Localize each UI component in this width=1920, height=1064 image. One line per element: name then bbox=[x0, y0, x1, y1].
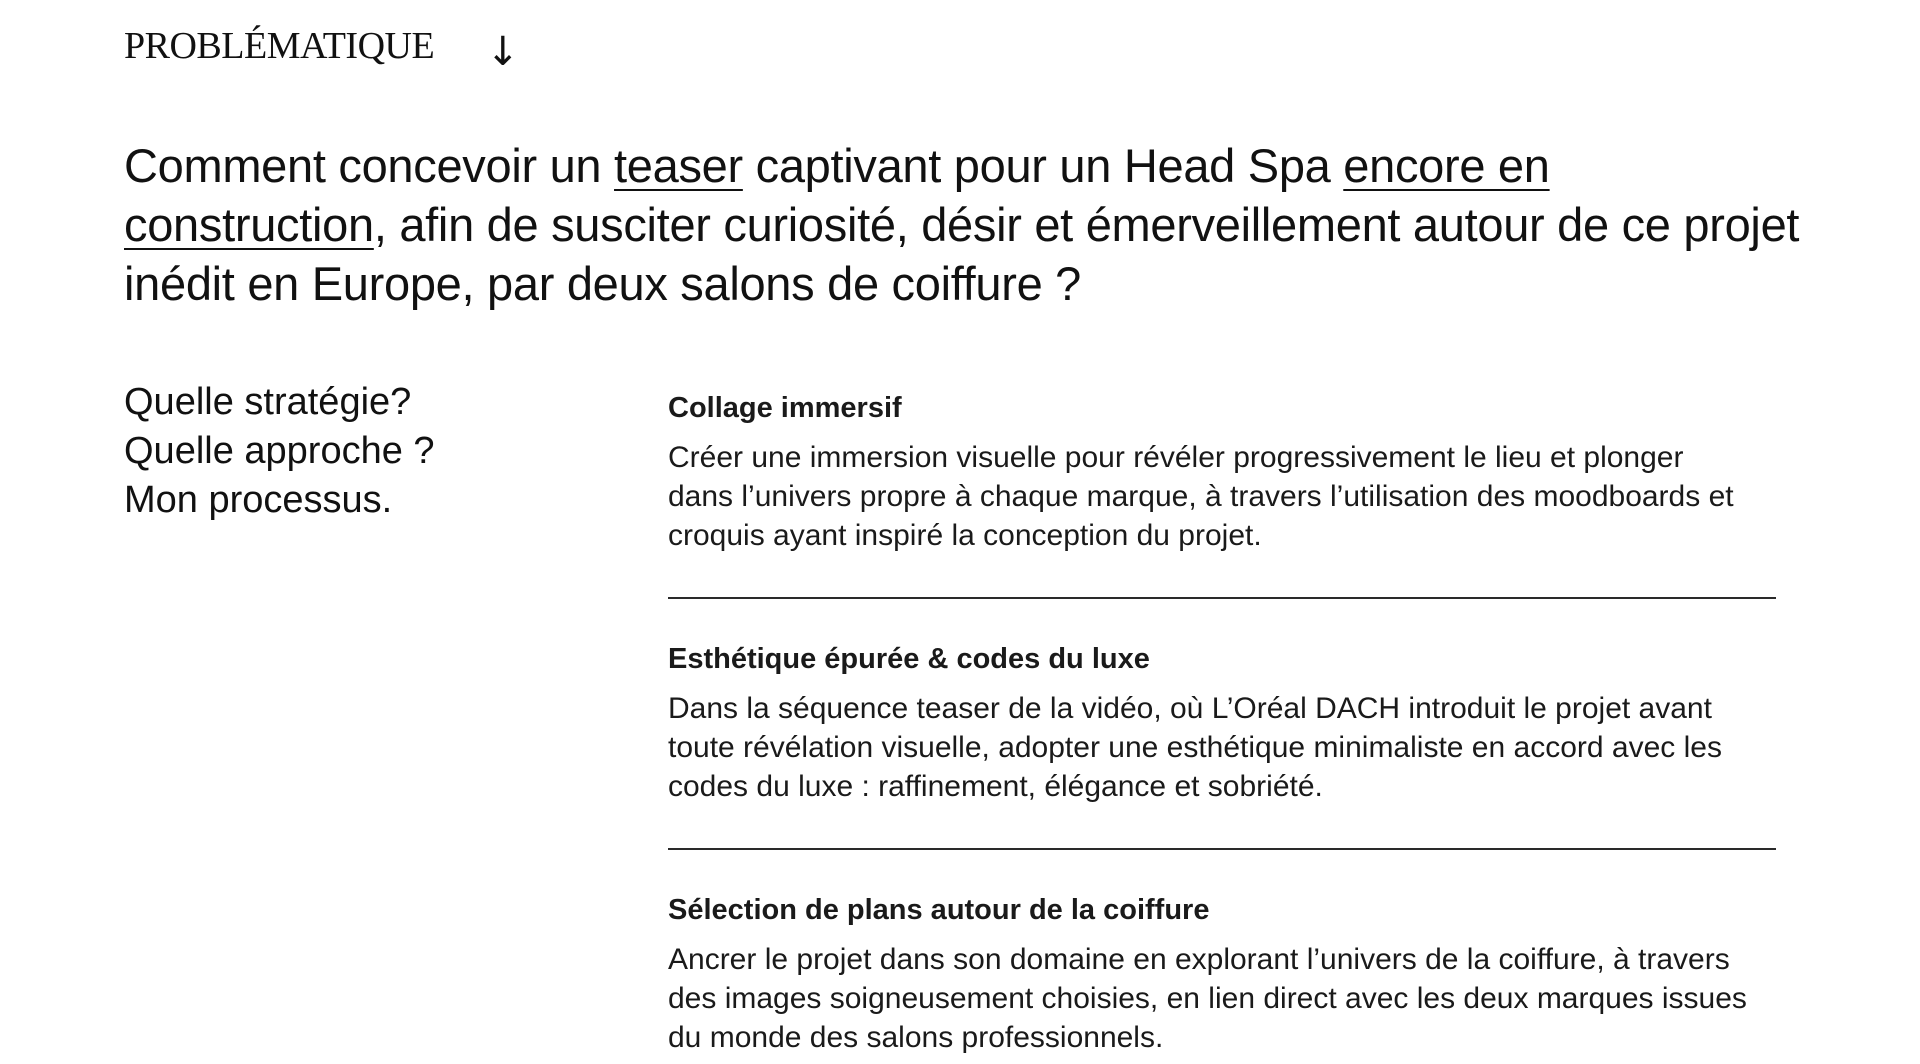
arrow-down-icon: ↓ bbox=[486, 29, 520, 75]
main-question bbox=[124, 136, 1824, 313]
side-questions bbox=[124, 378, 435, 525]
approach-item-selection bbox=[668, 890, 1778, 1057]
item-text: Dans la séquence teaser de la vidéo, où L’Oréal DACH introduit le projet avant toute révélation visuelle, adopter une esthétique minimaliste en accord avec les codes du luxe : raffinement, élégance et sobriété. bbox=[668, 692, 1722, 803]
item-text: Ancrer le projet dans son domaine en explorant l’univers de la coiffure, à travers des images soigneusement choisies, en lien direct avec les deux marques issues du monde des salons professionnels. bbox=[668, 943, 1747, 1054]
question-underlined-construction: encore en construction bbox=[124, 139, 1550, 251]
item-text: Créer une immersion visuelle pour révéler progressivement le lieu et plonger dans l’univers propre à chaque marque, à travers l’utilisation des moodboards et croquis ayant inspiré la conception du projet. bbox=[668, 441, 1734, 552]
approach-item-aesthetic bbox=[668, 639, 1778, 806]
question-text-1: Comment concevoir un bbox=[124, 139, 615, 192]
item-title: Collage immersif bbox=[668, 392, 902, 424]
question-text-2: captivant pour un Head Spa bbox=[742, 139, 1344, 192]
item-title: Sélection de plans autour de la coiffure bbox=[668, 894, 1210, 926]
side-question-approach: Quelle approche ? bbox=[124, 430, 435, 472]
approach-list bbox=[668, 388, 1778, 1057]
side-question-process: Mon processus. bbox=[124, 479, 393, 521]
divider bbox=[668, 848, 1776, 850]
side-question-strategy: Quelle stratégie? bbox=[124, 381, 412, 423]
question-underlined-teaser: teaser bbox=[614, 139, 743, 192]
item-title: Esthétique épurée & codes du luxe bbox=[668, 643, 1150, 675]
approach-item-collage bbox=[668, 388, 1778, 555]
section-label: PROBLÉMATIQUE bbox=[124, 25, 435, 67]
question-text-3: , afin de susciter curiosité, désir et émerveillement autour de ce projet inédit en Europe, par deux salons de coiffure ? bbox=[124, 198, 1800, 310]
divider bbox=[668, 597, 1776, 599]
